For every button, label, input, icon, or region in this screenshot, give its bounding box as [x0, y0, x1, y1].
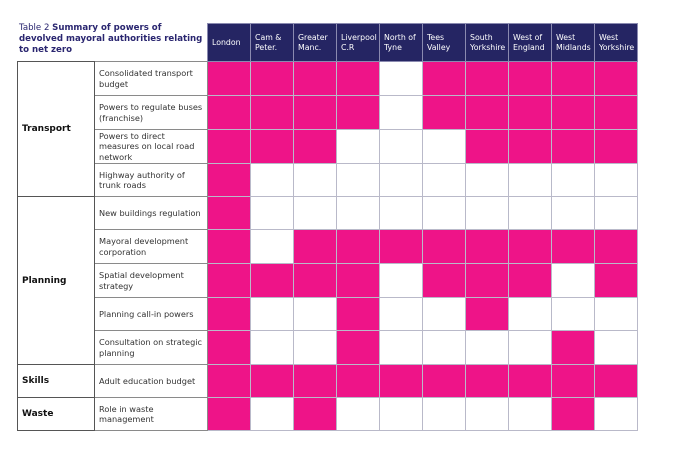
power-cell-held — [208, 398, 251, 431]
power-cell-empty — [380, 96, 423, 130]
table-row — [18, 62, 638, 96]
header-west-midlands: West Midlands — [552, 24, 595, 62]
header-spacer — [95, 24, 208, 62]
power-cell-empty — [423, 130, 466, 164]
power-cell-held — [552, 230, 595, 264]
power-cell-empty — [595, 331, 638, 365]
power-cell-held — [509, 130, 552, 164]
header-liverpool-cr: Liverpool C.R — [337, 24, 380, 62]
header-north-of-tyne: North of Tyne — [380, 24, 423, 62]
power-cell-empty — [466, 164, 509, 197]
category-label: Transport — [18, 62, 95, 197]
power-cell-empty — [509, 398, 552, 431]
power-cell-empty — [294, 164, 337, 197]
power-cell-empty — [466, 197, 509, 230]
power-cell-held — [423, 365, 466, 398]
power-cell-held — [208, 164, 251, 197]
power-cell-held — [208, 230, 251, 264]
category-label: Planning — [18, 197, 95, 365]
power-cell-held — [294, 130, 337, 164]
power-label: Planning call-in powers — [95, 298, 208, 331]
power-cell-empty — [251, 197, 294, 230]
power-cell-empty — [251, 298, 294, 331]
power-cell-empty — [595, 298, 638, 331]
table-row — [18, 264, 638, 298]
power-cell-empty — [509, 298, 552, 331]
power-cell-empty — [595, 398, 638, 431]
power-cell-held — [251, 96, 294, 130]
power-label: Spatial development strategy — [95, 264, 208, 298]
power-cell-empty — [337, 164, 380, 197]
power-cell-held — [552, 130, 595, 164]
power-label: Consultation on strategic planning — [95, 331, 208, 365]
power-cell-held — [466, 298, 509, 331]
power-cell-held — [509, 230, 552, 264]
power-cell-empty — [509, 331, 552, 365]
header-south-yorkshire: South Yorkshire — [466, 24, 509, 62]
power-cell-empty — [380, 298, 423, 331]
power-cell-held — [552, 398, 595, 431]
table-title: Summary of powers of devolved mayoral authorities relating to net zero — [19, 23, 203, 55]
power-cell-held — [208, 96, 251, 130]
powers-table — [17, 23, 638, 431]
power-cell-held — [552, 62, 595, 96]
power-cell-held — [552, 96, 595, 130]
power-cell-held — [294, 230, 337, 264]
power-cell-empty — [466, 398, 509, 431]
power-cell-empty — [423, 331, 466, 365]
power-cell-empty — [294, 197, 337, 230]
power-cell-held — [423, 230, 466, 264]
power-cell-held — [208, 264, 251, 298]
power-cell-held — [208, 62, 251, 96]
header-london: London — [208, 24, 251, 62]
table-row — [18, 96, 638, 130]
power-label: Consolidated transport budget — [95, 62, 208, 96]
header-row — [18, 24, 638, 62]
power-cell-held — [294, 398, 337, 431]
power-cell-held — [337, 331, 380, 365]
power-cell-held — [423, 264, 466, 298]
power-cell-empty — [423, 298, 466, 331]
power-cell-held — [294, 365, 337, 398]
power-cell-held — [251, 130, 294, 164]
power-cell-held — [509, 96, 552, 130]
header-greater-manc: Greater Manc. — [294, 24, 337, 62]
power-cell-held — [337, 62, 380, 96]
power-cell-empty — [552, 197, 595, 230]
power-cell-empty — [380, 62, 423, 96]
table-row — [18, 197, 638, 230]
power-cell-held — [251, 365, 294, 398]
header-tees-valley: Tees Valley — [423, 24, 466, 62]
power-cell-held — [337, 230, 380, 264]
header-cam-peter: Cam & Peter. — [251, 24, 294, 62]
power-cell-held — [380, 230, 423, 264]
table-row — [18, 365, 638, 398]
power-cell-held — [595, 230, 638, 264]
power-cell-held — [337, 96, 380, 130]
power-cell-empty — [380, 130, 423, 164]
power-cell-empty — [380, 331, 423, 365]
power-cell-held — [595, 130, 638, 164]
power-cell-empty — [595, 164, 638, 197]
header-west-of-england: West of England — [509, 24, 552, 62]
power-cell-held — [466, 264, 509, 298]
power-cell-held — [208, 331, 251, 365]
power-cell-held — [552, 365, 595, 398]
table-body — [18, 62, 638, 431]
power-cell-held — [294, 96, 337, 130]
power-cell-held — [595, 62, 638, 96]
power-cell-held — [466, 365, 509, 398]
power-cell-held — [337, 264, 380, 298]
power-cell-empty — [294, 298, 337, 331]
header-west-yorkshire: West Yorkshire — [595, 24, 638, 62]
power-label: New buildings regulation — [95, 197, 208, 230]
table-row — [18, 230, 638, 264]
power-cell-empty — [509, 164, 552, 197]
power-cell-empty — [509, 197, 552, 230]
power-cell-held — [294, 264, 337, 298]
power-cell-held — [509, 62, 552, 96]
category-label: Skills — [18, 365, 95, 398]
power-cell-held — [208, 298, 251, 331]
power-cell-empty — [337, 197, 380, 230]
power-cell-held — [466, 230, 509, 264]
power-cell-held — [595, 365, 638, 398]
power-cell-empty — [466, 331, 509, 365]
power-cell-held — [208, 130, 251, 164]
power-cell-empty — [380, 197, 423, 230]
power-cell-held — [509, 365, 552, 398]
table-row — [18, 298, 638, 331]
power-cell-empty — [251, 398, 294, 431]
table-row — [18, 130, 638, 164]
power-cell-held — [466, 96, 509, 130]
power-cell-held — [380, 365, 423, 398]
power-label: Highway authority of trunk roads — [95, 164, 208, 197]
power-cell-empty — [552, 164, 595, 197]
power-cell-empty — [251, 164, 294, 197]
power-cell-held — [251, 62, 294, 96]
table-number: Table 2 — [19, 23, 50, 33]
power-cell-held — [595, 96, 638, 130]
power-label: Mayoral development corporation — [95, 230, 208, 264]
power-cell-held — [423, 62, 466, 96]
power-cell-empty — [595, 197, 638, 230]
power-label: Adult education budget — [95, 365, 208, 398]
table-row — [18, 398, 638, 431]
table-row — [18, 331, 638, 365]
power-cell-held — [208, 365, 251, 398]
category-label: Waste — [18, 398, 95, 431]
table-row — [18, 164, 638, 197]
power-label: Powers to regulate buses (franchise) — [95, 96, 208, 130]
power-cell-held — [208, 197, 251, 230]
power-cell-held — [337, 365, 380, 398]
header-spacer — [18, 24, 95, 62]
power-cell-empty — [380, 164, 423, 197]
power-cell-held — [595, 264, 638, 298]
power-cell-held — [423, 96, 466, 130]
power-cell-held — [337, 298, 380, 331]
power-cell-empty — [251, 331, 294, 365]
power-cell-empty — [337, 130, 380, 164]
power-cell-held — [466, 62, 509, 96]
power-cell-empty — [251, 230, 294, 264]
power-cell-empty — [552, 264, 595, 298]
power-cell-held — [509, 264, 552, 298]
power-cell-held — [466, 130, 509, 164]
power-cell-empty — [337, 398, 380, 431]
power-cell-held — [251, 264, 294, 298]
power-cell-empty — [294, 331, 337, 365]
power-cell-held — [294, 62, 337, 96]
power-cell-empty — [380, 398, 423, 431]
power-label: Role in waste management — [95, 398, 208, 431]
power-cell-empty — [380, 264, 423, 298]
power-cell-held — [552, 331, 595, 365]
power-label: Powers to direct measures on local road network — [95, 130, 208, 164]
power-cell-empty — [423, 197, 466, 230]
power-cell-empty — [423, 164, 466, 197]
power-cell-empty — [423, 398, 466, 431]
power-cell-empty — [552, 298, 595, 331]
